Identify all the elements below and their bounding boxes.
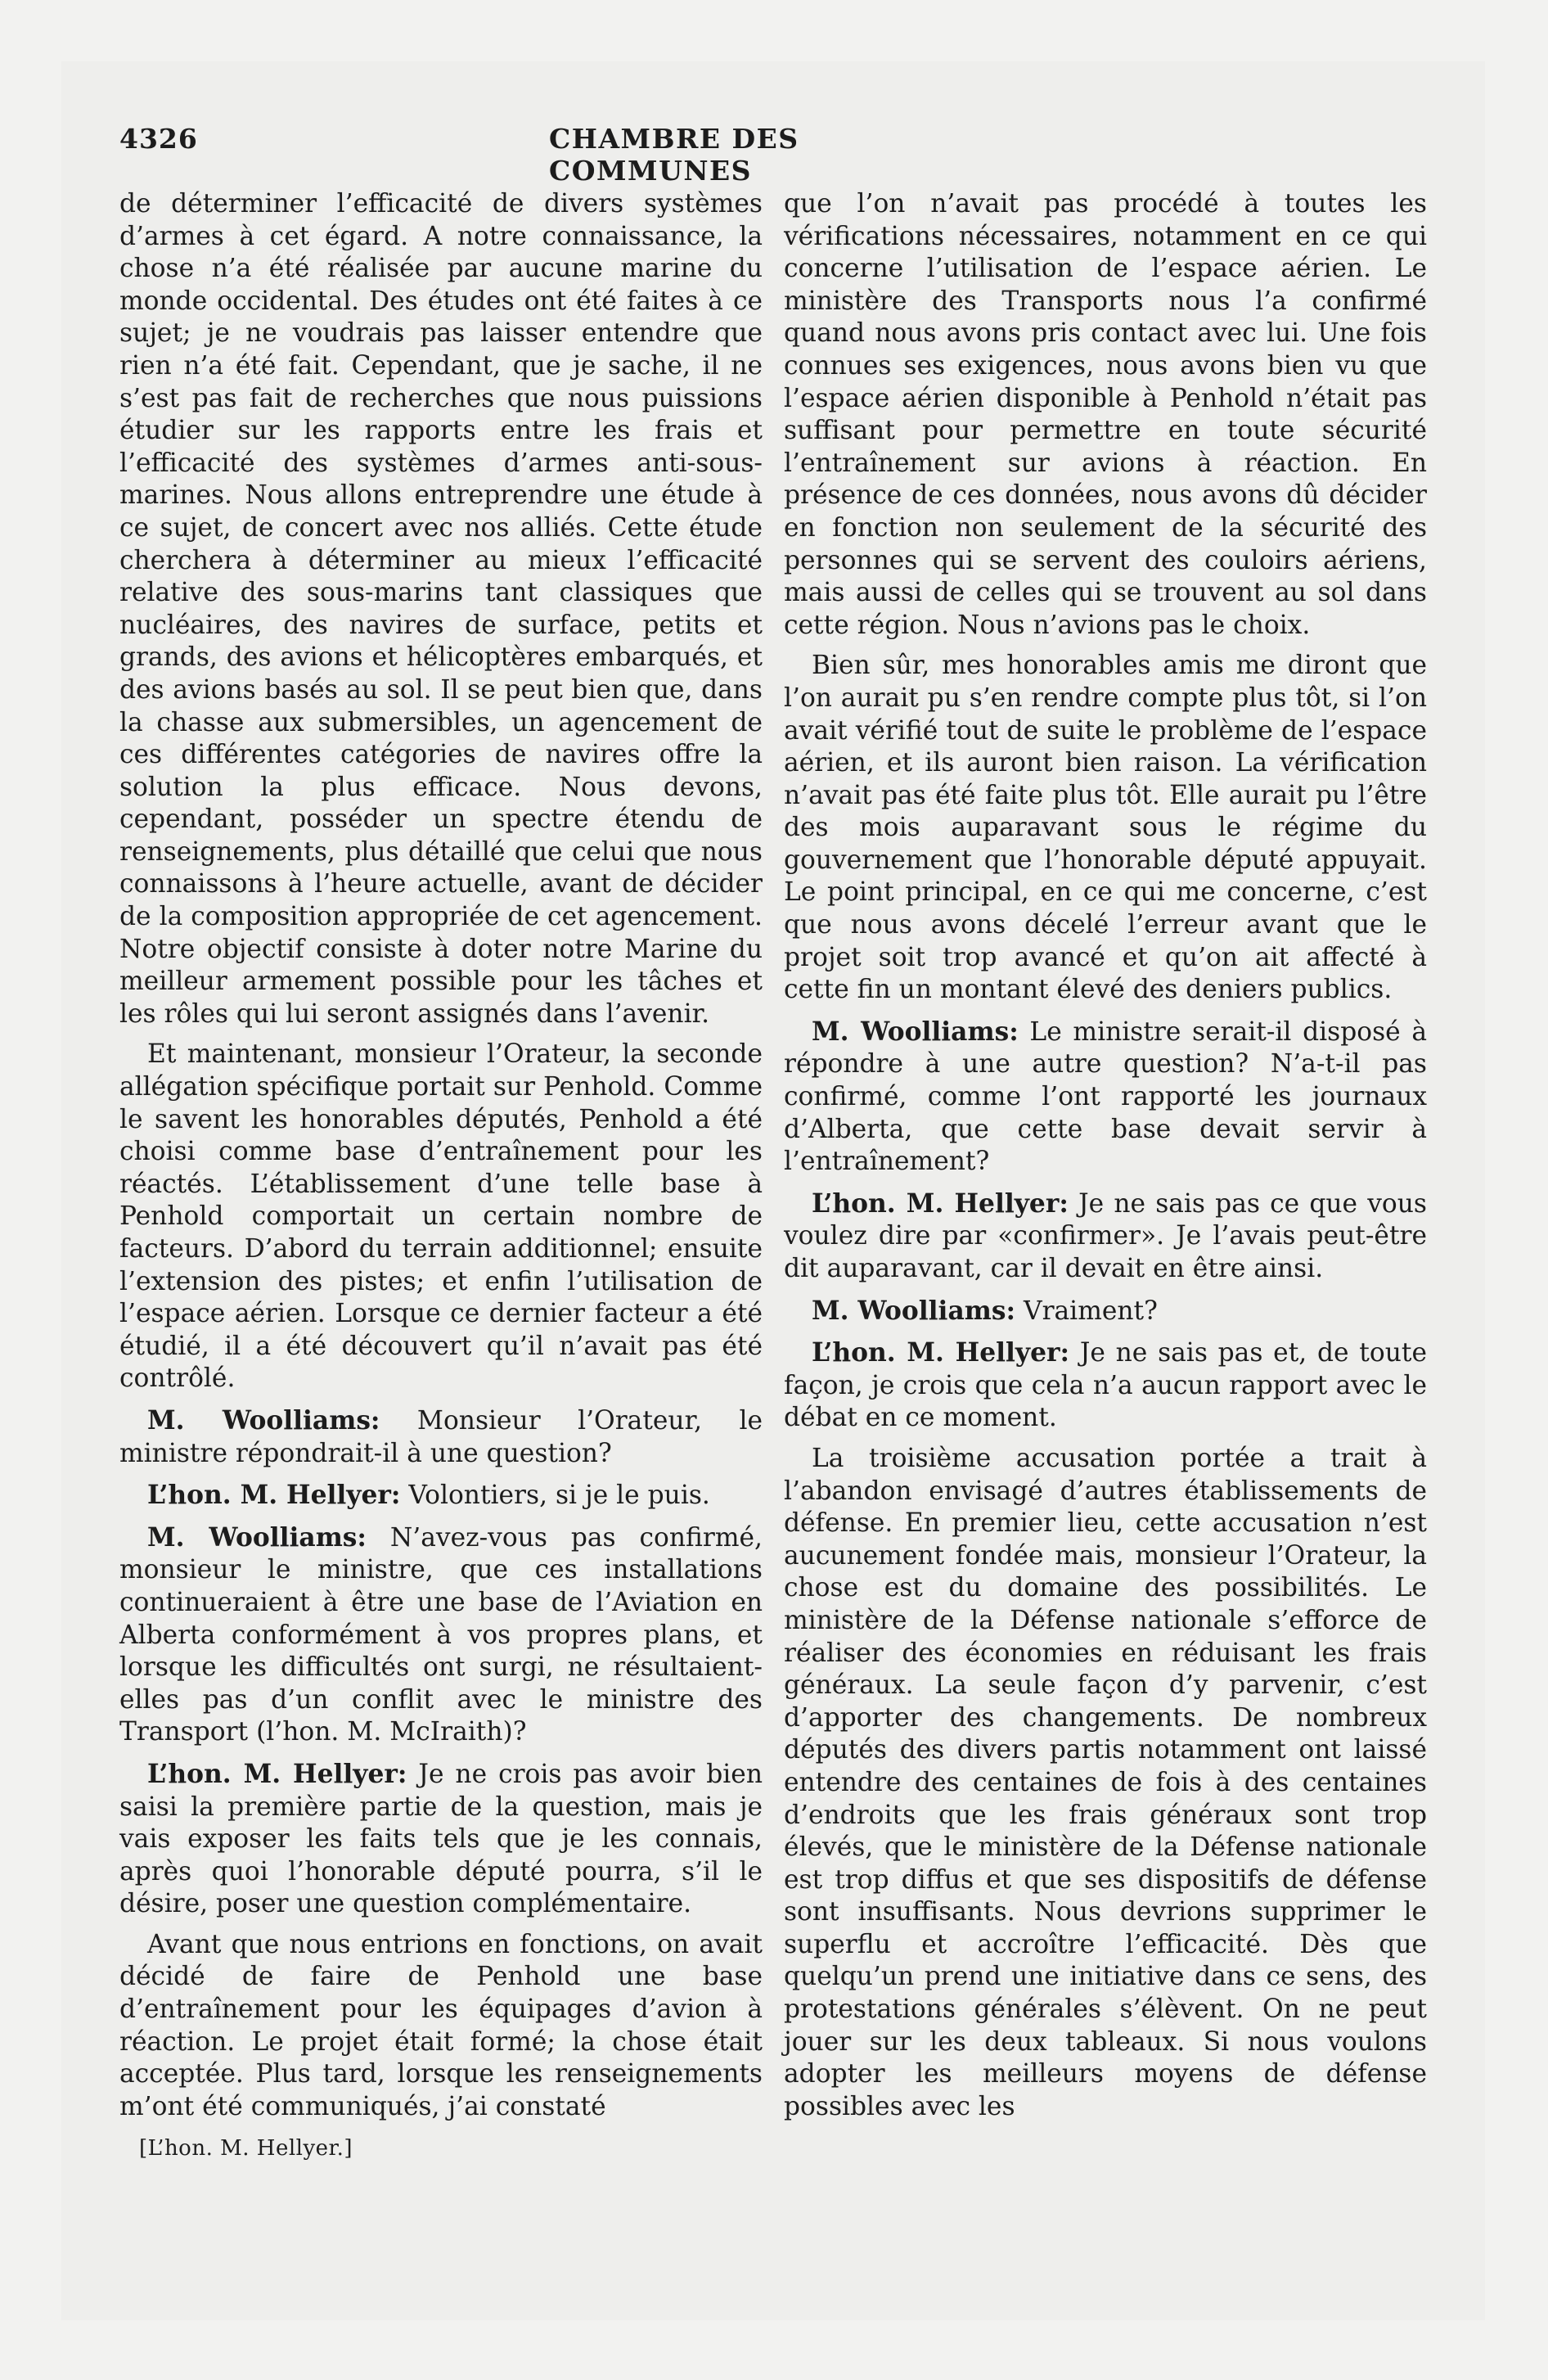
- speech-paragraph: [784, 1337, 1427, 1435]
- speech-paragraph: [119, 1759, 763, 1921]
- left-column: [119, 188, 763, 2131]
- right-column: [784, 188, 1427, 2131]
- paragraph: La troisième accusation portée a trait à l’abandon envisagé d’autres établissements de défense. En premier lieu, cette accusation n’est aucunement fondée mais, monsieur l’Orateur, la chose est du domaine des possibilités. Le ministère de la Défense nationale s’efforce de réaliser des économies en réduisant les frais généraux. La seule façon d’y parvenir, c’est d’apporter des changements. De nombreux députés des divers partis notamment ont laissé entendre des centaines de fois à des centaines d’endroits que les frais généraux sont trop élevés, que le ministère de la Défense nationale est trop diffus et que ses dispositifs de défense sont insuffisants. Nous devrions supprimer le superflu et accroître l’efficacité. Dès que quelqu’un prend une initiative dans ce sens, des protestations générales s’élèvent. On ne peut jouer sur les deux tableaux. Si nous voulons adopter les meilleurs moyens de défense possibles avec les: [784, 1443, 1427, 2121]
- paragraph: Avant que nous entrions en fonctions, on avait décidé de faire de Penhold une base d’entraînement pour les équipages d’avion à réaction. Le projet était formé; la chose était acceptée. Plus tard, lorsque les renseignements m’ont été communiqués, j’ai constaté: [119, 1929, 763, 2121]
- speech-paragraph: [119, 1405, 763, 1470]
- paragraph: Bien sûr, mes honorables amis me diront que l’on aurait pu s’en rendre compte plus tôt, si l’on avait vérifié tout de suite le problème de l’espace aérien, et ils auront bien raison. La vérification n’avait pas été faite plus tôt. Elle aurait pu l’être des mois auparavant sous le régime du gouvernement que l’honorable député appuyait. Le point principal, en ce qui me concerne, c’est que nous avons décelé l’erreur avant que le projet soit trop avancé et qu’on ait affecté à cette fin un montant élevé des deniers publics.: [784, 651, 1427, 1005]
- paragraph: que l’on n’avait pas procédé à toutes les vérifications nécessaires, notamment en ce qui concerne l’utilisation de l’espace aérien. Le ministère des Transports nous l’a confirmé quand nous avons pris contact avec lui. Une fois connues ses exigences, nous avons bien vu que l’espace aérien disponible à Penhold n’était pas suffisant pour permettre en toute sécurité l’entraînement sur avions à réaction. En présence de ces données, nous avons dû décider en fonction non seulement de la sécurité des personnes qui se servent des couloirs aériens, mais aussi de celles qui se trouvent au sol dans cette région. Nous n’avions pas le choix.: [784, 189, 1427, 640]
- speaker-name: M. Woolliams:: [147, 1522, 367, 1553]
- speaker-name: M. Woolliams:: [812, 1016, 1019, 1047]
- speech-paragraph: [784, 1188, 1427, 1286]
- speaker-name: L’hon. M. Hellyer:: [147, 1481, 401, 1511]
- paragraph: de déterminer l’efficacité de divers systèmes d’armes à cet égard. A notre connaissance, la chose n’a été réalisée par aucune marine du monde occidental. Des études ont été faites à ce sujet; je ne voudrais pas laisser entendre que rien n’a été fait. Cependant, que je sache, il ne s’est pas fait de recherches que nous puissions étudier sur les rapports entre les frais et l’efficacité des systèmes d’armes anti-sous-marines. Nous allons entreprendre une étude à ce sujet, de concert avec nos alliés. Cette étude cherchera à déterminer au mieux l’efficacité relative des sous-marins tant classiques que nucléaires, des navires de surface, petits et grands, des avions et hélicoptères embarqués, et des avions basés au sol. Il se peut bien que, dans la chasse aux submersibles, un agencement de ces différentes catégories de navires offre la solution la plus efficace. Nous devons, cependant, posséder un spectre étendu de renseignements, plus détaillé que celui que nous connaissons à l’heure actuelle, avant de décider de la composition appropriée de cet agencement. Notre objectif consiste à doter notre Marine du meilleur armement possible pour les tâches et les rôles qui lui seront assignés dans l’avenir.: [119, 189, 763, 1029]
- speech-text: Monsieur l’Orateur, le ministre répondrait-il à une question?: [119, 1405, 763, 1468]
- paragraph: Et maintenant, monsieur l’Orateur, la seconde allégation spécifique portait sur Penhold. Comme le savent les honorables députés, Penhold a été choisi comme base d’entraînement pour les réactés. L’établissement d’une telle base à Penhold comportait un certain nombre de facteurs. D’abord du terrain additionnel; ensuite l’extension des pistes; et enfin l’utilisation de l’espace aérien. Lorsque ce dernier facteur a été étudié, il a été découvert qu’il n’avait pas été contrôlé.: [119, 1039, 763, 1394]
- speaker-name: M. Woolliams:: [812, 1296, 1016, 1326]
- speech-text: Je ne sais pas et, de toute façon, je crois que cela n’a aucun rapport avec le débat en ce moment.: [784, 1338, 1427, 1433]
- speech-text: Je ne crois pas avoir bien saisi la première partie de la question, mais je vais exposer les faits tels que je les connais, après quoi l’honorable député pourra, s’il le désire, poser une question complémentaire.: [119, 1759, 763, 1919]
- speech-paragraph: [119, 1480, 763, 1512]
- speaker-name: L’hon. M. Hellyer:: [147, 1759, 407, 1789]
- speech-paragraph: [119, 1522, 763, 1749]
- speech-paragraph: [784, 1016, 1427, 1179]
- page-header: [119, 123, 995, 187]
- speech-text: Le ministre serait-il disposé à répondre à une autre question? N’a-t-il pas confirmé, comme l’ont rapporté les journaux d’Alberta, que cette base devait servir à l’entraînement?: [784, 1016, 1428, 1177]
- speaker-name: L’hon. M. Hellyer:: [812, 1188, 1069, 1219]
- speaker-attribution: [L’hon. M. Hellyer.]: [139, 2136, 353, 2161]
- page-number: 4326: [119, 123, 198, 155]
- speech-text: Je ne sais pas ce que vous voulez dire par «confirmer». Je l’avais peut-être dit auparavant, car il devait en être ainsi.: [784, 1188, 1427, 1283]
- speech-paragraph: [784, 1296, 1427, 1328]
- running-head-title: CHAMBRE DES COMMUNES: [549, 123, 799, 187]
- speaker-name: L’hon. M. Hellyer:: [812, 1338, 1070, 1368]
- speech-text: Volontiers, si je le puis.: [400, 1481, 710, 1511]
- speaker-name: M. Woolliams:: [147, 1405, 380, 1436]
- speech-text: Vraiment?: [1015, 1296, 1158, 1326]
- speech-text: N’avez-vous pas confirmé, monsieur le ministre, que ces installations continueraient à être une base de l’Aviation en Alberta conformément à vos propres plans, et lorsque les difficultés ont surgi, ne résultaient-elles pas d’un conflit avec le ministre des Transport (l’hon. M. McIraith)?: [119, 1522, 763, 1747]
